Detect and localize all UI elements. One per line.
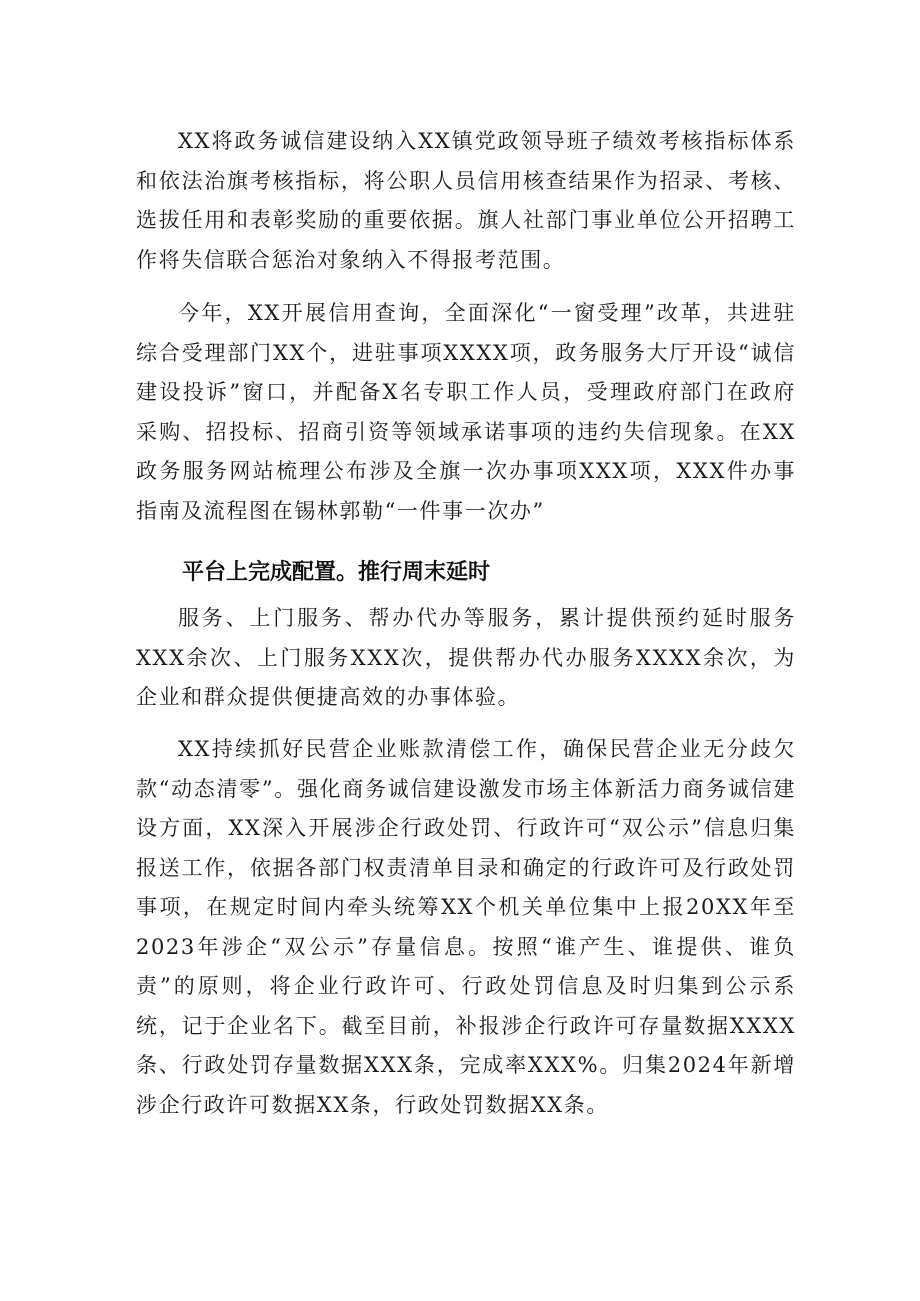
paragraph-extended-services: 服务、上门服务、帮办代办等服务，累计提供预约延时服务XXX余次、上门服务XXX次，提供帮办代办服务XXXX余次，为企业和群众提供便捷高效的办事体验。 xyxy=(136,606,796,709)
section-heading: 平台上完成配置。推行周末延时 xyxy=(182,560,491,585)
paragraph-government-integrity: XX将政务诚信建设纳入XX镇党政领导班子绩效考核指标体系和依法治旗考核指标，将公职人员信用核查结果作为招录、考核、选拔任用和表彰奖励的重要依据。旗人社部门事业单位公开招聘工作将失信联合惩治对象纳入不得报考范围。 xyxy=(136,129,796,272)
paragraph-business-integrity: XX持续抓好民营企业账款清偿工作，确保民营企业无分歧欠款“动态清零”。强化商务诚信建设激发市场主体新活力商务诚信建设方面，XX深入开展涉企行政处罚、行政许可“双公示”信息归集报送工作，依据各部门权责清单目录和确定的行政许可及行政处罚事项，在规定时间内牵头统筹XX个机关单位集中上报20XX年至2023年涉企“双公示”存量信息。按照“谁产生、谁提供、谁负责”的原则，将企业行政许可、行政处罚信息及时归集到公示系统，记于企业名下。截至目前，补报涉企行政许可存量数据XXXX条、行政处罚存量数据XXX条，完成率XXX%。归集2024年新增涉企行政许可数据XX条，行政处罚数据XX条。 xyxy=(136,737,796,1117)
paragraph-credit-inquiry: 今年，XX开展信用查询，全面深化“一窗受理”改革，共进驻综合受理部门XX个，进驻事项XXXX项，政务服务大厅开设“诚信建设投诉”窗口，并配备X名专职工作人员，受理政府部门在政府采购、招投标、招商引资等领域承诺事项的违约失信现象。在XX政务服务网站梳理公布涉及全旗一次办事项XXX项，XXX件办事指南及流程图在锡林郭勒“一件事一次办” xyxy=(136,301,796,523)
